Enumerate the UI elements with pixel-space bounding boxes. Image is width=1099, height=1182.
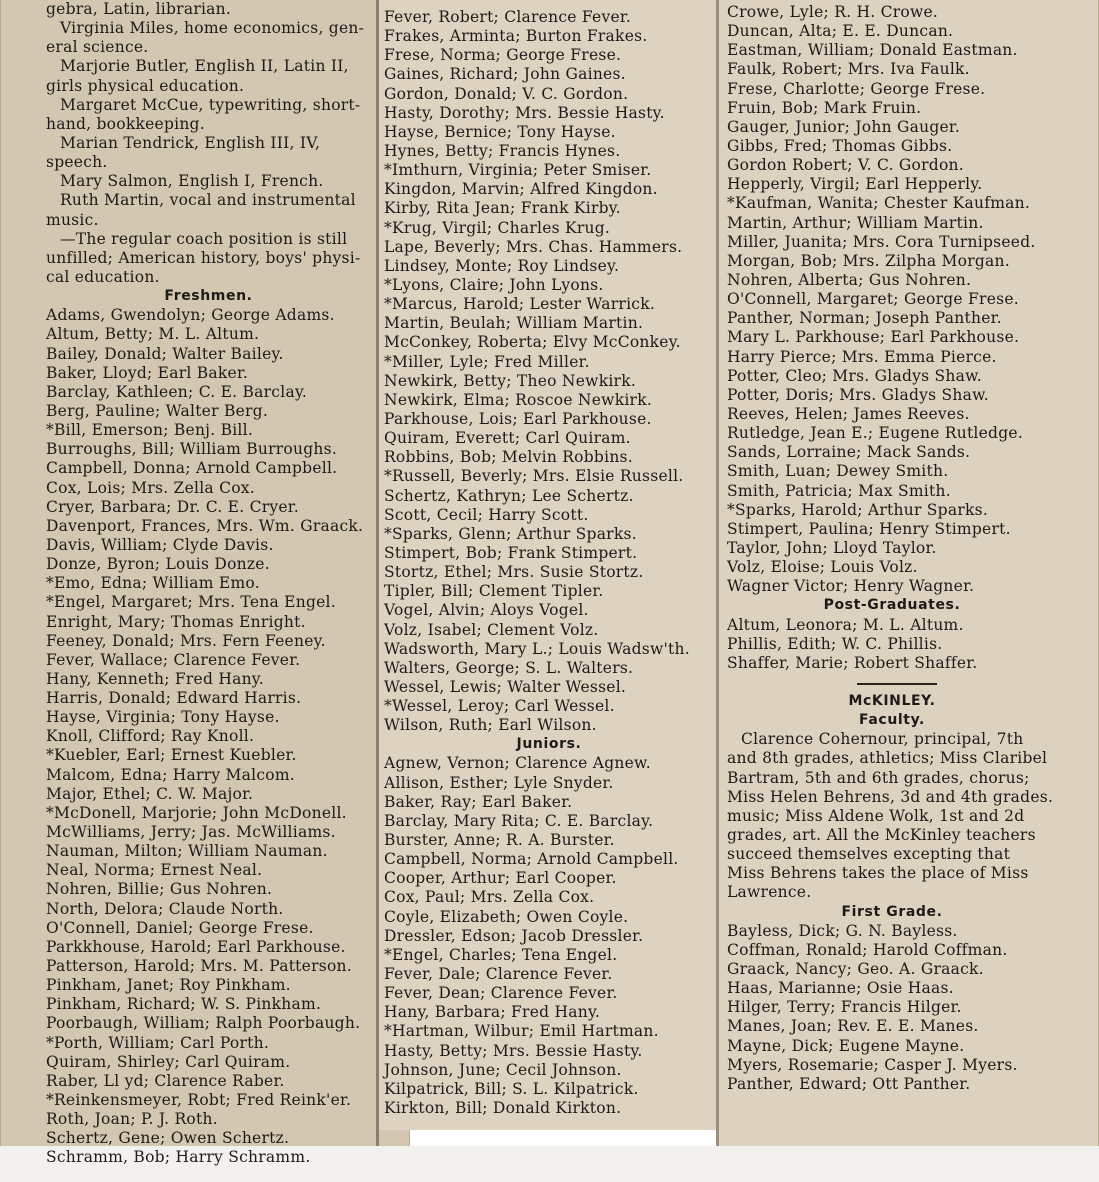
section-heading: Freshmen. <box>164 288 253 305</box>
text-line: grades, art. All the McKinley teachers <box>727 826 1036 845</box>
text-line: Fruin, Bob; Mark Fruin. <box>727 98 922 117</box>
text-line: *Wessel, Leroy; Carl Wessel. <box>384 697 615 716</box>
text-line: Johnson, June; Cecil Johnson. <box>384 1060 622 1079</box>
text-line: Mary L. Parkhouse; Earl Parkhouse. <box>727 328 1020 347</box>
text-line: Harris, Donald; Edward Harris. <box>46 689 302 708</box>
text-line: Donze, Byron; Louis Donze. <box>46 555 270 574</box>
text-line: Newkirk, Betty; Theo Newkirk. <box>384 371 637 390</box>
text-line: Phillis, Edith; W. C. Phillis. <box>727 634 943 653</box>
text-line: Dressler, Edson; Jacob Dressler. <box>384 926 644 945</box>
text-line: Allison, Esther; Lyle Snyder. <box>384 773 614 792</box>
text-line: Lape, Beverly; Mrs. Chas. Hammers. <box>384 237 683 256</box>
text-line: Walters, George; S. L. Walters. <box>384 658 634 677</box>
text-line: Adams, Gwendolyn; George Adams. <box>46 306 335 325</box>
text-line: Hayse, Virginia; Tony Hayse. <box>46 708 280 727</box>
text-line: Agnew, Vernon; Clarence Agnew. <box>384 754 651 773</box>
text-line: Stimpert, Bob; Frank Stimpert. <box>384 543 638 562</box>
text-line: Graack, Nancy; Geo. A. Graack. <box>727 960 984 979</box>
text-line: Quiram, Shirley; Carl Quiram. <box>46 1052 291 1071</box>
text-line: Clarence Cohernour, principal, 7th <box>741 730 1024 749</box>
text-line: music. <box>46 210 99 229</box>
text-line: cal education. <box>46 267 160 286</box>
text-line: Kingdon, Marvin; Alfred Kingdon. <box>384 180 658 199</box>
section-heading: Faculty. <box>859 712 925 729</box>
text-line: Campbell, Donna; Arnold Campbell. <box>46 459 338 478</box>
text-line: Stimpert, Paulina; Henry Stimpert. <box>727 519 1011 538</box>
text-line: *Kuebler, Earl; Ernest Kuebler. <box>46 746 297 765</box>
text-line: Shaffer, Marie; Robert Shaffer. <box>727 653 978 672</box>
text-line: Volz, Isabel; Clement Volz. <box>384 620 599 639</box>
text-line: Roth, Joan; P. J. Roth. <box>46 1110 218 1129</box>
text-line: Wessel, Lewis; Walter Wessel. <box>384 677 627 696</box>
text-line: Fever, Dale; Clarence Fever. <box>384 965 613 984</box>
text-line: Hepperly, Virgil; Earl Hepperly. <box>727 175 983 194</box>
text-line: *Sparks, Glenn; Arthur Sparks. <box>384 524 637 543</box>
text-line: Potter, Cleo; Mrs. Gladys Shaw. <box>727 366 982 385</box>
text-line: Virginia Miles, home economics, gen- <box>60 19 365 38</box>
text-line: Robbins, Bob; Melvin Robbins. <box>384 448 633 467</box>
text-line: *Porth, William; Carl Porth. <box>46 1033 270 1052</box>
text-line: Baker, Ray; Earl Baker. <box>384 792 573 811</box>
text-line: Hilger, Terry; Francis Hilger. <box>727 998 962 1017</box>
text-line: Tipler, Bill; Clement Tipler. <box>384 582 604 601</box>
text-line: Altum, Leonora; M. L. Altum. <box>727 615 964 634</box>
text-line: *Lyons, Claire; John Lyons. <box>384 275 604 294</box>
text-line: Parkhouse, Lois; Earl Parkhouse. <box>384 409 652 428</box>
text-line: Panther, Norman; Joseph Panther. <box>727 309 1002 328</box>
text-line: Stortz, Ethel; Mrs. Susie Stortz. <box>384 563 644 582</box>
text-line: Davis, William; Clyde Davis. <box>46 535 274 554</box>
column-left <box>0 0 410 1167</box>
text-line: Rutledge, Jean E.; Eugene Rutledge. <box>727 424 1023 443</box>
text-line: Cox, Paul; Mrs. Zella Cox. <box>384 888 595 907</box>
text-line: Smith, Patricia; Max Smith. <box>727 481 951 500</box>
text-line: *Sparks, Harold; Arthur Sparks. <box>727 500 989 519</box>
text-line: Reeves, Helen; James Reeves. <box>727 404 970 423</box>
text-line: Davenport, Frances, Mrs. Wm. Graack. <box>46 516 364 535</box>
text-column-middle <box>384 8 714 1118</box>
section-heading: Juniors. <box>516 736 582 753</box>
text-line: Wadsworth, Mary L.; Louis Wadsw'th. <box>384 639 690 658</box>
text-line: McWilliams, Jerry; Jas. McWilliams. <box>46 823 336 842</box>
text-line: Knoll, Clifford; Ray Knoll. <box>46 727 255 746</box>
text-line: Mayne, Dick; Eugene Mayne. <box>727 1036 965 1055</box>
text-line: Hany, Barbara; Fred Hany. <box>384 1003 601 1022</box>
text-line: North, Delora; Claude North. <box>46 899 284 918</box>
text-line: Nohren, Alberta; Gus Nohren. <box>727 270 972 289</box>
text-line: Miller, Juanita; Mrs. Cora Turnipseed. <box>727 232 1036 251</box>
text-line: Morgan, Bob; Mrs. Zilpha Morgan. <box>727 251 1010 270</box>
text-line: Crowe, Lyle; R. H. Crowe. <box>727 3 939 21</box>
text-line: Cryer, Barbara; Dr. C. E. Cryer. <box>46 497 299 516</box>
text-line: Hany, Kenneth; Fred Hany. <box>46 669 264 688</box>
text-line: Burroughs, Bill; William Burroughs. <box>46 440 338 459</box>
text-line: Wilson, Ruth; Earl Wilson. <box>384 716 597 735</box>
text-line: Bayless, Dick; G. N. Bayless. <box>727 921 958 940</box>
text-line: Frakes, Arminta; Burton Frakes. <box>384 27 648 46</box>
text-line: speech. <box>46 153 108 172</box>
text-line: Altum, Betty; M. L. Altum. <box>46 325 260 344</box>
text-line: Patterson, Harold; Mrs. M. Patterson. <box>46 957 352 976</box>
text-column-left <box>46 0 371 1168</box>
text-line: Gaines, Richard; John Gaines. <box>384 65 626 84</box>
text-line: Gordon, Donald; V. C. Gordon. <box>384 84 629 103</box>
text-line: Vogel, Alvin; Aloys Vogel. <box>384 601 589 620</box>
text-line: gebra, Latin, librarian. <box>46 0 232 18</box>
text-line: hand, bookkeeping. <box>46 114 205 133</box>
text-line: Raber, Ll yd; Clarence Raber. <box>46 1071 285 1090</box>
column-right <box>718 0 1099 1146</box>
text-line: Mary Salmon, English I, French. <box>60 172 324 191</box>
text-line: Hasty, Dorothy; Mrs. Bessie Hasty. <box>384 103 665 122</box>
text-line: Schertz, Kathryn; Lee Schertz. <box>384 486 634 505</box>
text-line: Miss Helen Behrens, 3d and 4th grades. <box>727 787 1054 806</box>
text-line: Frese, Charlotte; George Frese. <box>727 79 986 98</box>
text-line: Major, Ethel; C. W. Major. <box>46 784 254 803</box>
text-line: Coyle, Elizabeth; Owen Coyle. <box>384 907 629 926</box>
text-line: Ruth Martin, vocal and instrumental <box>60 191 356 210</box>
text-line: Malcom, Edna; Harry Malcom. <box>46 765 295 784</box>
text-line: Frese, Norma; George Frese. <box>384 46 622 65</box>
text-line: Poorbaugh, William; Ralph Poorbaugh. <box>46 1014 361 1033</box>
text-line: Martin, Beulah; William Martin. <box>384 314 644 333</box>
text-line: *Miller, Lyle; Fred Miller. <box>384 352 590 371</box>
text-line: Parkkhouse, Harold; Earl Parkhouse. <box>46 937 346 956</box>
text-line: music; Miss Aldene Wolk, 1st and 2d <box>727 806 1025 825</box>
text-line: Fever, Robert; Clarence Fever. <box>384 8 632 26</box>
text-line: Fever, Wallace; Clarence Fever. <box>46 650 301 669</box>
text-line: *Russell, Beverly; Mrs. Elsie Russell. <box>384 467 684 486</box>
text-line: Volz, Eloise; Louis Volz. <box>727 558 918 577</box>
text-line: Quiram, Everett; Carl Quiram. <box>384 429 631 448</box>
text-line: Marian Tendrick, English III, IV, <box>60 133 321 152</box>
section-divider <box>727 673 1057 692</box>
text-line: *Kaufman, Wanita; Chester Kaufman. <box>727 194 1031 213</box>
text-line: *Hartman, Wilbur; Emil Hartman. <box>384 1022 659 1041</box>
text-line: Gordon Robert; V. C. Gordon. <box>727 156 964 175</box>
text-line: Panther, Edward; Ott Panther. <box>727 1074 971 1093</box>
text-line: Lawrence. <box>727 883 812 902</box>
text-line: Coffman, Ronald; Harold Coffman. <box>727 940 1008 959</box>
text-line: Kirkton, Bill; Donald Kirkton. <box>384 1099 622 1118</box>
text-line: *Reinkensmeyer, Robt; Fred Reink'er. <box>46 1091 352 1110</box>
text-line: Marjorie Butler, English II, Latin II, <box>60 57 349 76</box>
text-line: Bartram, 5th and 6th grades, chorus; <box>727 768 1030 787</box>
section-heading: McKINLEY. <box>848 693 936 710</box>
text-line: unfilled; American history, boys' physi- <box>46 248 361 267</box>
text-line: *Emo, Edna; William Emo. <box>46 574 260 593</box>
text-line: Gauger, Junior; John Gauger. <box>727 117 961 136</box>
section-heading: Post-Graduates. <box>823 597 961 614</box>
text-line: Cox, Lois; Mrs. Zella Cox. <box>46 478 255 497</box>
text-line: Nauman, Milton; William Nauman. <box>46 842 328 861</box>
text-line: Hynes, Betty; Francis Hynes. <box>384 141 621 160</box>
text-line: Martin, Arthur; William Martin. <box>727 213 984 232</box>
text-line: Baker, Lloyd; Earl Baker. <box>46 363 249 382</box>
text-line: Neal, Norma; Ernest Neal. <box>46 861 263 880</box>
text-line: —The regular coach position is still <box>60 229 348 248</box>
text-line: Faulk, Robert; Mrs. Iva Faulk. <box>727 60 970 79</box>
text-line: Haas, Marianne; Osie Haas. <box>727 979 954 998</box>
text-line: Cooper, Arthur; Earl Cooper. <box>384 869 617 888</box>
text-line: Miss Behrens takes the place of Miss <box>727 864 1029 883</box>
text-line: Fever, Dean; Clarence Fever. <box>384 984 618 1003</box>
text-line: Scott, Cecil; Harry Scott. <box>384 505 589 524</box>
text-line: Barclay, Mary Rita; C. E. Barclay. <box>384 811 654 830</box>
text-line: Newkirk, Elma; Roscoe Newkirk. <box>384 390 653 409</box>
text-line: Duncan, Alta; E. E. Duncan. <box>727 22 954 41</box>
text-line: Pinkham, Richard; W. S. Pinkham. <box>46 995 322 1014</box>
text-line: Smith, Luan; Dewey Smith. <box>727 462 949 481</box>
text-line: Kilpatrick, Bill; S. L. Kilpatrick. <box>384 1079 639 1098</box>
text-line: succeed themselves excepting that <box>727 845 1011 864</box>
text-line: Manes, Joan; Rev. E. E. Manes. <box>727 1017 979 1036</box>
section-heading: First Grade. <box>841 903 943 920</box>
text-line: *Engel, Charles; Tena Engel. <box>384 945 618 964</box>
text-line: Taylor, John; Lloyd Taylor. <box>727 538 937 557</box>
text-line: O'Connell, Daniel; George Frese. <box>46 918 314 937</box>
text-line: Sands, Lorraine; Mack Sands. <box>727 443 971 462</box>
text-line: Schramm, Bob; Harry Schramm. <box>46 1148 311 1167</box>
text-line: Enright, Mary; Thomas Enright. <box>46 612 306 631</box>
text-line: Hasty, Betty; Mrs. Bessie Hasty. <box>384 1041 643 1060</box>
text-line: *McDonell, Marjorie; John McDonell. <box>46 803 347 822</box>
text-line: Feeney, Donald; Mrs. Fern Feeney. <box>46 631 326 650</box>
text-line: *Imthurn, Virginia; Peter Smiser. <box>384 161 652 180</box>
text-line: Lindsey, Monte; Roy Lindsey. <box>384 256 620 275</box>
text-line: Schertz, Gene; Owen Schertz. <box>46 1129 290 1148</box>
text-line: Berg, Pauline; Walter Berg. <box>46 401 269 420</box>
text-line: *Bill, Emerson; Benj. Bill. <box>46 421 254 440</box>
text-line: Margaret McCue, typewriting, short- <box>60 95 361 114</box>
text-line: girls physical education. <box>46 76 245 95</box>
text-line: Wagner Victor; Henry Wagner. <box>727 577 975 596</box>
text-line: *Marcus, Harold; Lester Warrick. <box>384 295 656 314</box>
text-line: Harry Pierce; Mrs. Emma Pierce. <box>727 347 997 366</box>
text-line: Gibbs, Fred; Thomas Gibbs. <box>727 136 953 155</box>
column-middle <box>378 0 723 1130</box>
text-line: Burster, Anne; R. A. Burster. <box>384 831 615 850</box>
text-line: *Krug, Virgil; Charles Krug. <box>384 218 611 237</box>
text-line: Campbell, Norma; Arnold Campbell. <box>384 850 679 869</box>
text-line: Barclay, Kathleen; C. E. Barclay. <box>46 382 308 401</box>
text-line: Hayse, Bernice; Tony Hayse. <box>384 122 616 141</box>
text-line: Myers, Rosemarie; Casper J. Myers. <box>727 1055 1018 1074</box>
text-line: Bailey, Donald; Walter Bailey. <box>46 344 284 363</box>
text-line: *Engel, Margaret; Mrs. Tena Engel. <box>46 593 336 612</box>
text-line: Kirby, Rita Jean; Frank Kirby. <box>384 199 621 218</box>
text-column-right <box>727 3 1057 1094</box>
text-line: Eastman, William; Donald Eastman. <box>727 41 1018 60</box>
text-line: eral science. <box>46 38 149 57</box>
text-line: Nohren, Billie; Gus Nohren. <box>46 880 273 899</box>
text-line: Pinkham, Janet; Roy Pinkham. <box>46 976 291 995</box>
text-line: O'Connell, Margaret; George Frese. <box>727 290 1019 309</box>
text-line: McConkey, Roberta; Elvy McConkey. <box>384 333 681 352</box>
text-line: Potter, Doris; Mrs. Gladys Shaw. <box>727 385 989 404</box>
text-line: and 8th grades, athletics; Miss Claribel <box>727 749 1048 768</box>
